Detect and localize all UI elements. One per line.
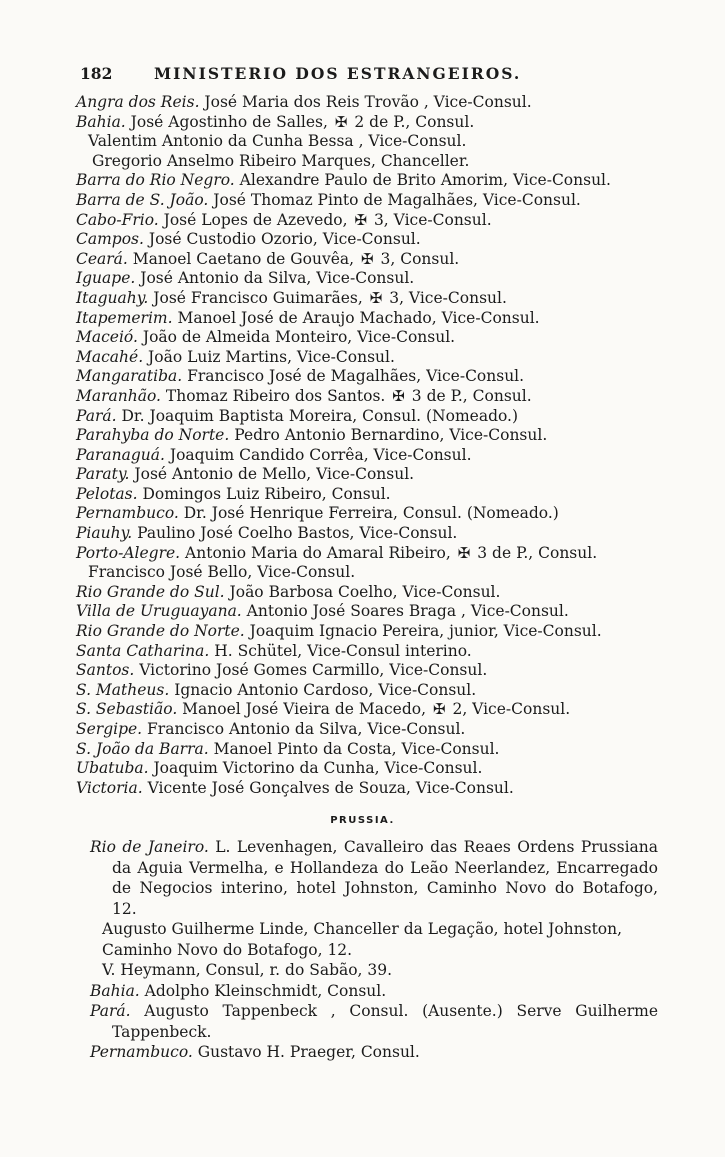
place-name: Rio Grande do Norte. <box>76 622 245 641</box>
consul-list-prussia <box>90 837 658 1063</box>
list-item <box>76 524 666 544</box>
running-title: MINISTERIO DOS ESTRANGEIROS. <box>154 64 522 83</box>
list-item <box>76 387 666 407</box>
place-name: Piauhy. <box>76 524 133 543</box>
entry-text: João de Almeida Monteiro, Vice-Consul. <box>137 328 456 347</box>
list-item <box>90 1001 658 1042</box>
entry-text: Adolpho Kleinschmidt, Consul. <box>139 981 387 1000</box>
place-name: Mangaratiba. <box>76 367 183 386</box>
entry-text: 3, Consul. <box>375 249 460 268</box>
place-name: Pará. <box>90 1002 131 1020</box>
list-item <box>76 544 666 564</box>
place-name: Villa de Uruguayana. <box>76 602 242 621</box>
entry-text: Joaquim Candido Corrêa, Vice-Consul. <box>164 445 472 464</box>
entry-text: José Agostinho de Salles, <box>125 112 333 131</box>
entry-text: Antonio Maria do Amaral Ribeiro, <box>180 543 456 562</box>
place-name: Victoria. <box>76 778 143 797</box>
list-item <box>76 681 666 701</box>
order-cross-icon: ✠ <box>392 386 405 405</box>
list-item <box>76 191 666 211</box>
place-name: Rio Grande do Sul. <box>76 582 225 601</box>
order-cross-icon: ✠ <box>334 112 348 131</box>
place-name: Cabo-Frio. <box>76 210 159 229</box>
entry-text: 3, Vice-Consul. <box>369 210 492 229</box>
place-name: Barra do Rio Negro. <box>76 171 235 190</box>
entry-text: Francisco José de Magalhães, Vice-Consul. <box>182 367 525 386</box>
section-title: PRUSSIA. <box>330 815 395 826</box>
entry-text: Dr. Joaquim Baptista Moreira, Consul. (Nomeado.) <box>116 406 519 425</box>
entry-text: Ignacio Antonio Cardoso, Vice-Consul. <box>169 680 477 699</box>
list-item <box>90 919 658 960</box>
list-item <box>76 563 666 583</box>
place-name: Macahé. <box>76 347 144 366</box>
place-name: Bahia. <box>90 981 140 1000</box>
list-item <box>76 132 666 152</box>
place-name: Ubatuba. <box>76 759 149 778</box>
entry-text: Manoel José Vieira de Macedo, <box>177 700 431 719</box>
list-item <box>76 485 666 505</box>
place-name: Ceará. <box>76 249 128 268</box>
list-item <box>76 289 666 309</box>
order-cross-icon: ✠ <box>354 210 368 229</box>
entry-text: Joaquim Ignacio Pereira, junior, Vice-Consul. <box>244 622 602 641</box>
list-item <box>76 113 666 133</box>
entry-text: Francisco José Bello, Vice-Consul. <box>88 563 356 582</box>
entry-text: Vicente José Gonçalves de Souza, Vice-Consul. <box>142 778 514 797</box>
order-cross-icon: ✠ <box>369 288 383 307</box>
place-name: Bahia. <box>76 112 126 131</box>
entry-text: 3, Vice-Consul. <box>384 288 507 307</box>
list-item <box>76 426 666 446</box>
place-name: Pelotas. <box>76 484 138 503</box>
place-name: Porto-Alegre. <box>76 543 181 562</box>
entry-text: Thomaz Ribeiro dos Santos. <box>160 386 391 405</box>
entry-text: Paulino José Coelho Bastos, Vice-Consul. <box>132 524 458 543</box>
page-number: 182 <box>80 64 113 83</box>
list-item <box>90 981 658 1002</box>
list-item <box>76 446 666 466</box>
place-name: Rio de Janeiro. <box>90 838 209 856</box>
list-item <box>76 348 666 368</box>
entry-text: José Maria dos Reis Trovão , Vice-Consul. <box>199 93 532 111</box>
list-item <box>76 230 666 250</box>
entry-text: João Luiz Martins, Vice-Consul. <box>143 347 395 366</box>
entry-text: V. Heymann, Consul, r. do Sabão, 39. <box>102 961 393 979</box>
entry-text: José Francisco Guimarães, <box>148 288 368 307</box>
place-name: S. João da Barra. <box>76 739 209 758</box>
list-item <box>76 93 666 113</box>
place-name: Paranaguá. <box>76 445 165 464</box>
entry-text: Domingos Luiz Ribeiro, Consul. <box>137 484 391 503</box>
entry-text: 3 de P., Consul. <box>472 543 598 562</box>
entry-text: Augusto Tappenbeck , Consul. (Ausente.) Serve Guilherme Tappenbeck. <box>112 1002 658 1041</box>
list-item <box>76 171 666 191</box>
order-cross-icon: ✠ <box>457 543 471 562</box>
entry-text: Manoel Caetano de Gouvêa, <box>127 249 359 268</box>
place-name: S. Sebastião. <box>76 700 178 719</box>
place-name: Pernambuco. <box>76 504 179 523</box>
place-name: Santa Catharina. <box>76 641 210 660</box>
place-name: Sergipe. <box>76 720 143 738</box>
entry-text: João Barbosa Coelho, Vice-Consul. <box>224 582 501 601</box>
entry-text: Dr. José Henrique Ferreira, Consul. (Nomeado.) <box>178 504 559 523</box>
list-item <box>76 309 666 329</box>
entry-text: José Antonio de Mello, Vice-Consul. <box>129 465 415 484</box>
list-item <box>76 740 666 760</box>
entry-text: 3 de P., Consul. <box>406 386 532 405</box>
place-name: Campos. <box>76 230 144 249</box>
entry-text: Joaquim Victorino da Cunha, Vice-Consul. <box>148 759 483 778</box>
place-name: Santos. <box>76 661 135 680</box>
list-item <box>76 661 666 681</box>
place-name: Itaguahy. <box>76 288 149 307</box>
list-item <box>76 759 666 779</box>
entry-text: José Thomaz Pinto de Magalhães, Vice-Consul. <box>208 190 581 209</box>
place-name: Iguape. <box>76 269 136 288</box>
entry-text: Gustavo H. Praeger, Consul. <box>192 1043 420 1061</box>
place-name: Angra dos Reis. <box>76 93 200 111</box>
entry-text: Pedro Antonio Bernardino, Vice-Consul. <box>229 426 548 445</box>
list-item <box>76 250 666 270</box>
entry-text: Antonio José Soares Braga , Vice-Consul. <box>241 602 569 621</box>
entry-text: Gregorio Anselmo Ribeiro Marques, Chanceller. <box>92 151 470 170</box>
place-name: Maceió. <box>76 328 138 347</box>
list-item <box>76 622 666 642</box>
consul-list-brazil <box>76 93 666 798</box>
entry-text: Manoel Pinto da Costa, Vice-Consul. <box>208 739 500 758</box>
place-name: Maranhão. <box>76 386 161 405</box>
list-item <box>90 960 658 981</box>
list-item <box>76 504 666 524</box>
entry-text: José Lopes de Azevedo, <box>158 210 353 229</box>
order-cross-icon: ✠ <box>432 700 446 719</box>
place-name: Barra de S. João. <box>76 190 209 209</box>
list-item <box>76 465 666 485</box>
entry-text: 2, Vice-Consul. <box>447 700 571 719</box>
list-item <box>90 837 658 919</box>
entry-text: Victorino José Gomes Carmillo, Vice-Consul. <box>134 661 488 680</box>
entry-text: L. Levenhagen, Cavalleiro das Reaes Ordens Prussiana da Aguia Vermelha, e Hollandeza do Leão Neerlandez, Encarregado de Negocios interino, hotel Johnston, Caminho Novo do Botafogo, 12. <box>112 838 658 918</box>
place-name: Parahyba do Norte. <box>76 426 230 445</box>
list-item <box>76 269 666 289</box>
entry-text: José Antonio da Silva, Vice-Consul. <box>135 269 415 288</box>
list-item <box>76 407 666 427</box>
list-item <box>76 602 666 622</box>
list-item <box>76 720 666 740</box>
list-item <box>76 211 666 231</box>
list-item <box>76 583 666 603</box>
entry-text: H. Schütel, Vice-Consul interino. <box>209 641 472 660</box>
entry-text: Francisco Antonio da Silva, Vice-Consul. <box>142 720 466 738</box>
place-name: Itapemerim. <box>76 308 173 327</box>
entry-text: Augusto Guilherme Linde, Chanceller da Legação, hotel Johnston, Caminho Novo do Botafogo, 12. <box>102 920 623 959</box>
page-header <box>80 64 660 86</box>
entry-text: 2 de P., Consul. <box>349 112 475 131</box>
order-cross-icon: ✠ <box>361 249 374 268</box>
list-item <box>76 779 666 799</box>
list-item <box>76 328 666 348</box>
list-item <box>76 642 666 662</box>
place-name: Pernambuco. <box>90 1043 193 1061</box>
entry-text: Manoel José de Araujo Machado, Vice-Consul. <box>172 308 540 327</box>
list-item <box>90 1042 658 1063</box>
place-name: S. Matheus. <box>76 680 170 699</box>
list-item <box>76 152 666 172</box>
entry-text: Alexandre Paulo de Brito Amorim, Vice-Consul. <box>234 171 611 190</box>
entry-text: José Custodio Ozorio, Vice-Consul. <box>143 230 421 249</box>
place-name: Paraty. <box>76 465 130 484</box>
list-item <box>76 367 666 387</box>
place-name: Pará. <box>76 406 117 425</box>
list-item <box>76 700 666 720</box>
entry-text: Valentim Antonio da Cunha Bessa , Vice-Consul. <box>88 132 467 151</box>
